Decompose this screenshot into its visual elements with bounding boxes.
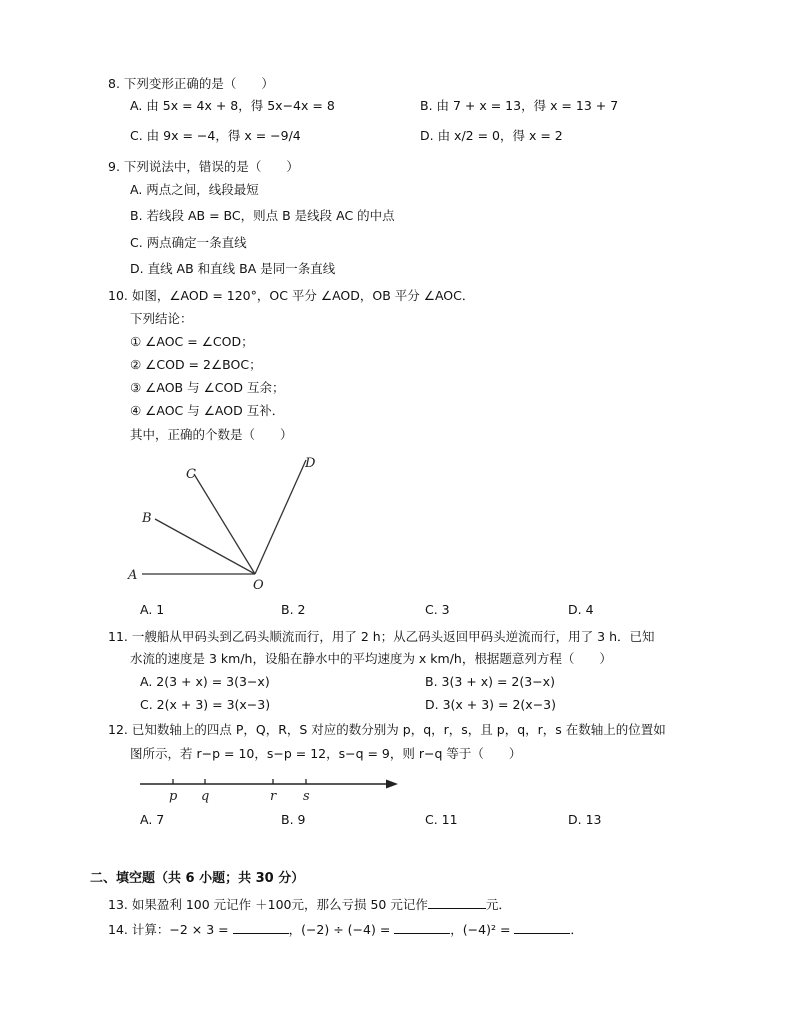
ray-od (255, 460, 306, 574)
q14-text-2: ，(−2) ÷ (−4) = (288, 922, 395, 937)
q11-option-b: B. 3(3 + x) = 2(3−x) (425, 674, 555, 689)
q14-answer-blank-3[interactable] (514, 922, 570, 934)
number-line-figure (130, 772, 410, 808)
ray-oc (194, 474, 255, 574)
q14-text: 14. 计算：−2 × 3 = (108, 922, 233, 937)
q10-option-b: B. 2 (281, 602, 306, 617)
label-p: p (169, 789, 178, 804)
q10-stem: 10. 如图，∠AOD = 120°，OC 平分 ∠AOD，OB 平分 ∠AOC． (108, 288, 475, 303)
q10-option-c: C. 3 (425, 602, 450, 617)
q14 (108, 922, 583, 938)
label-o: O (253, 578, 264, 593)
angle-figure (120, 448, 340, 593)
q13-text: 13. 如果盈利 100 元记作 ＋100元，那么亏损 50 元记作 (108, 897, 428, 912)
q9-option-a: A. 两点之间，线段最短 (130, 182, 259, 197)
label-r: r (270, 789, 277, 804)
q9-option-b: B. 若线段 AB = BC，则点 B 是线段 AC 的中点 (130, 208, 395, 223)
q10-ask: 其中，正确的个数是（ ） (130, 427, 293, 442)
q14-text-3: ，(−4)² = (450, 922, 515, 937)
q10-option-a: A. 1 (140, 602, 165, 617)
q11-option-c: C. 2(x + 3) = 3(x−3) (140, 697, 271, 712)
label-b: B (142, 511, 152, 526)
q12-option-d: D. 13 (568, 812, 602, 827)
q12-option-c: C. 11 (425, 812, 458, 827)
q9-option-d: D. 直线 AB 和直线 BA 是同一条直线 (130, 261, 336, 276)
label-c: C (186, 467, 196, 482)
q12-line-2: 图所示，若 r−p = 10，s−p = 12，s−q = 9，则 r−q 等于（ ） (130, 746, 522, 761)
ray-ob (155, 519, 255, 574)
q13 (108, 897, 511, 913)
q12-option-b: B. 9 (281, 812, 306, 827)
q14-end: ． (570, 922, 583, 937)
label-q: q (201, 789, 210, 804)
q10-conclusion-3: ③ ∠AOB 与 ∠COD 互余； (130, 380, 285, 395)
q11-option-d: D. 3(x + 3) = 2(x−3) (425, 697, 556, 712)
q14-answer-blank-1[interactable] (233, 922, 289, 934)
q10-conclusion-4: ④ ∠AOC 与 ∠AOD 互补． (130, 403, 285, 418)
q10-conclusion-1: ① ∠AOC = ∠COD； (130, 334, 254, 349)
q11-line-1: 11. 一艘船从甲码头到乙码头顺流而行，用了 2 h；从乙码头返回甲码头逆流而行，用了 3 h．已知 (108, 629, 655, 644)
q10-conclusion-2: ② ∠COD = 2∠BOC； (130, 357, 262, 372)
q8-option-c: C. 由 9x = −4，得 x = −9/4 (130, 128, 301, 143)
q8-option-a: A. 由 5x = 4x + 8，得 5x−4x = 8 (130, 98, 335, 113)
q11-option-a: A. 2(3 + x) = 3(3−x) (140, 674, 270, 689)
q9-stem: 9. 下列说法中，错误的是（ ） (108, 159, 299, 174)
label-a: A (128, 568, 138, 583)
q10-option-d: D. 4 (568, 602, 594, 617)
q11-line-2: 水流的速度是 3 km/h，设船在静水中的平均速度为 x km/h，根据题意列方程（ ） (130, 651, 612, 666)
q10-intro: 下列结论： (130, 311, 193, 326)
q12-option-a: A. 7 (140, 812, 165, 827)
q13-unit: 元． (485, 897, 511, 912)
q8-stem: 8. 下列变形正确的是（ ） (108, 76, 274, 91)
q12-line-1: 12. 已知数轴上的四点 P，Q，R，S 对应的数分别为 p，q，r，s，且 p，q，r，s 在数轴上的位置如 (108, 722, 666, 737)
arrow-head-icon (386, 780, 398, 789)
q8-option-d: D. 由 x/2 = 0，得 x = 2 (420, 128, 563, 143)
q14-answer-blank-2[interactable] (394, 922, 450, 934)
section-2-heading: 二、填空题（共 6 小题；共 30 分） (90, 871, 305, 886)
label-s: s (303, 789, 310, 804)
q9-option-c: C. 两点确定一条直线 (130, 235, 247, 250)
q8-option-b: B. 由 7 + x = 13，得 x = 13 + 7 (420, 98, 619, 113)
label-d: D (305, 456, 316, 471)
q13-answer-blank[interactable] (428, 897, 486, 909)
